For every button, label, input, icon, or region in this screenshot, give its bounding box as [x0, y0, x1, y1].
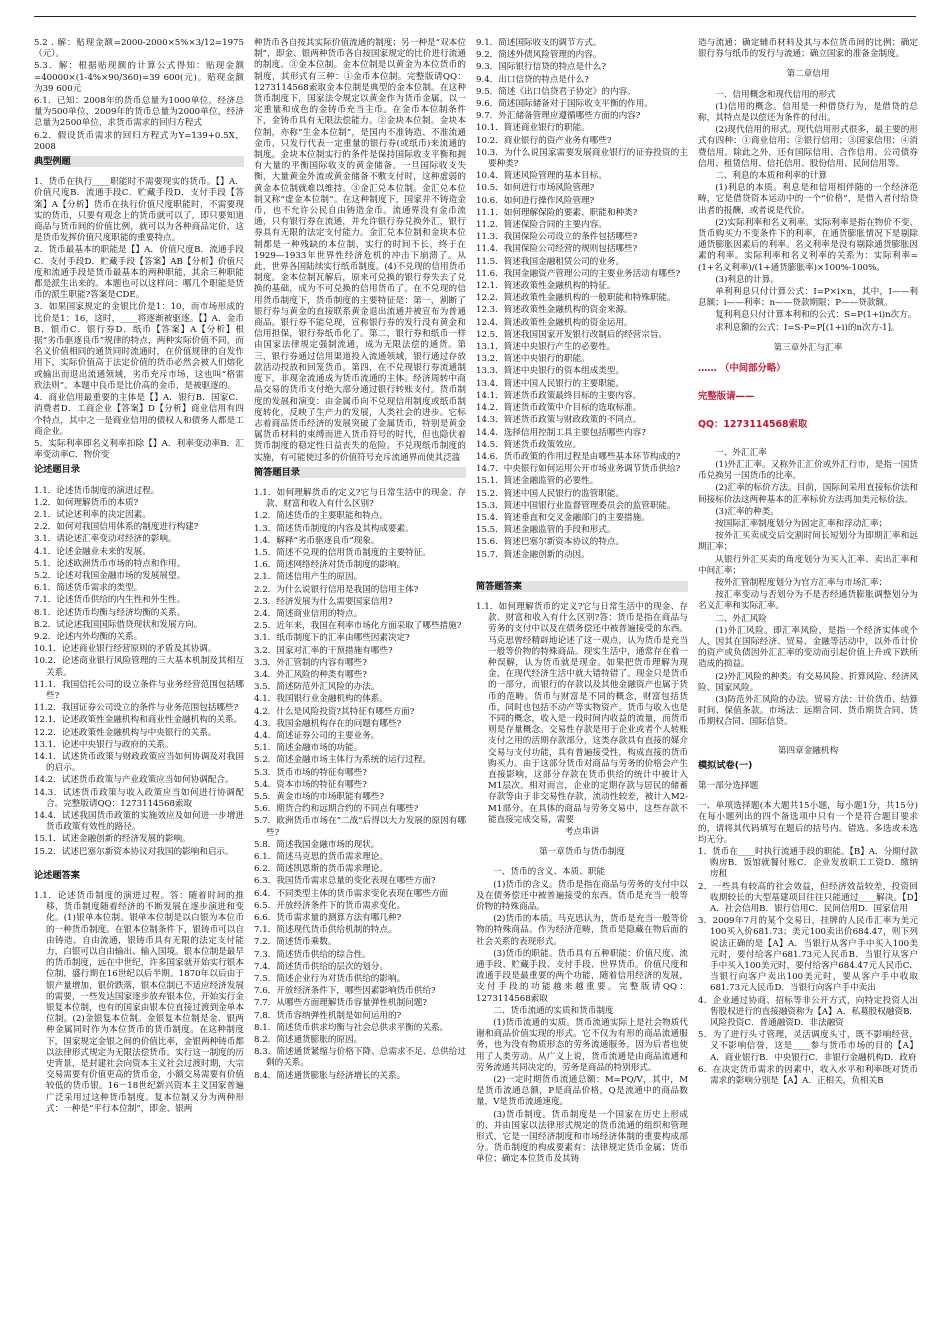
list-item: 15.1．简述金融监管的必要性。 — [476, 476, 599, 487]
list-item: 6.4．不同类型主体的货币需求变化表现在哪些方面 — [254, 888, 449, 899]
list-item: 11.3．我国保险公司设立的条件包括哪些? — [476, 232, 638, 243]
spacer — [698, 335, 918, 343]
list-item: 10.6．如何进行操作风险管理? — [476, 195, 595, 206]
list-item: 2.1．试论述利率的决定因素。 — [34, 509, 151, 520]
list-item: 3.1．请论述汇率变动对经济的影响。 — [34, 534, 177, 545]
paragraph: 按国际汇率制度划分为固定汇率和浮动汇率； — [715, 518, 888, 529]
spacer — [476, 562, 688, 578]
list-item: 15.3．简述中国银行业监督管理委员会的监管职能。 — [476, 500, 676, 511]
list-item: 3.4．外汇风险的种类有哪些? — [254, 669, 367, 680]
list-item: 9.5．简述《出口信贷君子协定》的内容。 — [476, 86, 636, 97]
list-item: 12.2．简述政策性金融机构的一般职能和特殊职能。 — [476, 293, 676, 304]
spacer — [254, 480, 466, 488]
list-item: 12.5．简述我国国家开发银行改制后的经营宗旨。 — [476, 329, 668, 340]
list-item: 3.5．简述防范外汇风险的办法。 — [254, 682, 380, 693]
list-item: 6．在决定货币需求的因素中，收入水平和利率既对货币需求的影响分别是【A】A．正相关，负相关B — [698, 1064, 918, 1087]
list-item: 7.6．开放经济条件下，哪些因素影响货币供给? — [254, 986, 436, 997]
list-item: 1.1．论述货币制度的演进过程。 — [34, 485, 160, 496]
list-item: 4.2．什么是风险投资?其特征有哪些方面? — [254, 706, 415, 717]
chapter-title: 第四章金融机构 — [777, 745, 839, 756]
list-item: 6.3．我国货币需求总量的变化表现在哪些方面? — [254, 876, 436, 887]
list-item: 15.5．简述金融监管的手段和形式。 — [476, 525, 616, 536]
column-4 — [698, 38, 918, 1334]
paragraph: (3)防范外汇风险的办法。贸易方法：计价货币、结算时间、保值条款。市场法：远期合同、货币期货合同、货币期权合同、国际信贷。 — [698, 694, 918, 728]
list-item: 12.4．简述政策性金融机构的资金运用。 — [476, 317, 633, 328]
list-item: 13.3．简述中央银行的资本组成类型。 — [476, 366, 625, 377]
spacer — [698, 375, 918, 391]
list-item: 1.2．如何理解货币的本质? — [34, 497, 139, 508]
spacer — [698, 82, 918, 90]
list-item: 14.3．试述货币政策与收入政策应当如何进行协调配合。完整版请QQ：1273114568索取 — [34, 787, 244, 809]
list-item: 8.1．论述货币均衡与经济均衡的关系。 — [34, 607, 186, 618]
list-item: 9.7．外汇储备管理应遵循哪些方面的内容? — [476, 111, 641, 122]
list-item: 5.3．货币市场的特征有哪些? — [254, 767, 367, 778]
paragraph: (1)外汇风险。即汇率风险，是指一个经济实体或个人，因其在国际经济、贸易、金融等活动中，以外币计价的资产或负债因外汇汇率的变动而引起价值上升或下跌所造成的损益。 — [698, 625, 918, 670]
section-heading: 论述题答案 — [34, 869, 80, 881]
list-item: 12.1．论述政策性金融机构和商业性金融机构的关系。 — [34, 715, 243, 726]
paragraph: (1)信用的概念。信用是一种借贷行为，是借贷的总称，其特点是以偿还为条件的付出。 — [698, 101, 918, 124]
paragraph: 1．货币在执行____职能时不需要现实的货币。【】A．价值尺度B．流通手段C．贮藏手段D．支付手段【答案】A【分析】货币在执行价值尺度职能时，不需要现实的货币，只要有观念上的货币就可以了，即只要知道商品与货币间的价值比例，就可以为各种商品定价，这是货币发挥价值尺度职能的重要特点。 — [34, 177, 244, 244]
list-item: 9.3．国际银行信贷的特点是什么? — [476, 62, 606, 73]
column-1 — [34, 38, 244, 1334]
list-item: 4．企业通过协商、招标等非公开方式，向特定投资人出售股权进行的直接融资称为【A】A．私募股权融资B．风险投资C．普通融资D．非法融资 — [698, 995, 918, 1029]
list-item: 5.1．简述金融市场的功能。 — [254, 743, 363, 754]
list-item: 13.4．简述中国人民银行的主要职能。 — [476, 378, 625, 389]
list-item: 8.1．简述货币供求均衡与社会总供求平衡的关系。 — [254, 1022, 449, 1033]
list-item: 6.1．简述马克思的货币需求理论。 — [254, 852, 388, 863]
list-item: 1．货币在____时执行流通手段的职能。【B】A．分期付款购房B．饭馆就餐付账C．企业发放职工工资D．缴纳房租 — [698, 846, 918, 880]
list-item: 5.4．资本市场的特征有哪些? — [254, 779, 367, 790]
paragraph: 6.2．假设货币需求的回归方程式为Y=139+0.5X，2008 — [34, 130, 244, 152]
spacer — [698, 432, 918, 448]
paragraph: 从银行外汇买卖的角度划分为买入汇率、卖出汇率和中间汇率； — [698, 554, 918, 576]
list-item: 7.8．货币容纳弹性机制是如何运用的? — [254, 1010, 402, 1021]
list-item: 1.2．简述货币的主要职能和特点。 — [254, 511, 388, 522]
list-item: 14.4．选择信用控制工具主要包括哪些内容? — [476, 427, 646, 438]
column-3 — [476, 38, 688, 1334]
list-item: 3.1．纸币制度下的汇率由哪些因素决定? — [254, 633, 410, 644]
list-item: 12.2．论述政策性金融机构与中央银行的关系。 — [34, 727, 217, 738]
paragraph: (2)现代信用的形式。现代信用形式很多，最主要的形式有四种：①商业信用；②银行信用；③国家信用；④消费信用。除此之外，还有国际信用、合作信用、公司债券信用、租赁信用、信托信用、股份信用、民间信用等。 — [698, 125, 918, 169]
list-item: 1.1．论述货币制度的演进过程。答：随着时间的推移，货币制度随着经济的不断发展在逐步演进和变化。(1)银单本位制。银单本位制是以白银为本位币的一种货币制度。在银本位制条件下，银铸币可以自由铸造、自由流通，银铸币具有无限的法定支付能力，白银可以自由输出、输入国境。银本位制是最早的货币制度，远在中世纪，许多国家就开始实行银本位制，盛行期在16世纪以后半期。1870年以后由于银产量增加，银价跌落，银本位制已不适应经济发展的需要，一些发达国家逐步放弃银本位，开始实行金银复本位制，也有的国家由银本位直接过渡到金单本位制。(2)金银复本位制。金银复本位制是金、银两种金属同时作为本位货币的货币制度。在这种制度下，国家规定金银之间的价值比率，金银两种铸币都以法律形式规定为无限法偿货币。实行这一制度的历史背景，是封建社会向资本主义社会过渡时期，大宗交易需要有价值更高的货币金，小额交易需要有价值较低的货币银。16－18世纪新兴资本主义国家普遍广泛采用过这种货币制度。复本位制又分为两种形式：一种是“平行本位制”，即金、银两 — [34, 891, 244, 1114]
list-item: 13.2．简述中央银行的职能。 — [476, 354, 590, 365]
list-item: 7.4．简述货币供给的层次的划分。 — [254, 961, 388, 972]
list-item: 11.1．我国信托公司的设立条件与业务经营范围包括哪些? — [34, 679, 244, 701]
list-item: 14.6．货币政策的作用过程是由哪些基本环节构成的? — [476, 451, 681, 462]
list-item: 7.1．简述现代货币供给机制的特点。 — [254, 925, 397, 936]
list-item: 5.1．论述欧洲货币市场的特点和作用。 — [34, 558, 186, 569]
list-item: 10.2．论述商业银行风险管理的三大基本机制及其相互关系。 — [34, 656, 244, 678]
list-item: 1.1．如何理解货币的定义?它与日常生活中的现金、存款、财富和收入有什么区别?答：货币是指在商品与劳务的支付中以及在债务偿还中被普遍接受的东西。马克思曾经精辟地论述了这一观点，认为货币是充当一般等价物的特殊商品。现实生活中，通常存在着一种误解，认为货币就是现金。如果把货币理解为现金，在现代经济生活中就大错特错了。现金只是货币的一部分，而银行的存款以及其他金融资产也属于货币的范畴。货币与财富是不同的概念，财富包括货币，同时也包括不动产等实物资产。货币与收入也是不同的概念，收入是一段时间内收益的流量，而货币则是存量概念。交易性存款是用于企业或者个人转账支付之用的活期存款部分，这类存款具有直接的媒介交易与支付功能，具有普遍接受性，构成直接的货币购买力。由于这部分货币对商品与劳务的价格会产生直接影响，这部分存款在货币供给的统计中被计入M1层次。相对而言，企业的定期存款与居民的储蓄存款等由于非交易性存款，流动性较差，被计入M2-M1部分。在具体的商品与劳务交易中，这些存款不能直接完成交易，需要 — [476, 601, 688, 825]
paragraph: 按外汇管制程度划分为官方汇率与市场汇率； — [715, 577, 888, 588]
list-item: 9.4．出口信贷的特点是什么? — [476, 74, 589, 85]
section-heading: 简答题目录 — [254, 467, 466, 478]
list-item: 2.2．为什么说银行信用是我国的信用主体? — [254, 584, 419, 595]
list-item: 2．一些具有较高的社会效益，但经济效益较差，投资回收期较长的大型基建项目往往只能通过____解决。【D】A．社会信用B．银行信用C．民间信用D．国家信用 — [698, 881, 918, 914]
paragraph: (3)货币制度。货币制度是一个国家在历史上形成的、并由国家以法律形式规定的货币流通的组织和管理形式，它是一国经济制度和市场经济体制的重要构成部分。货币制度的构成要素有：法律规定货币金属；货币单位；确定本位货币及其铸 — [476, 1109, 688, 1165]
spacer — [34, 859, 244, 867]
list-item: 7.5．简述企业行为对货币供给的影响。 — [254, 974, 406, 985]
list-item: 7.3．简述货币供给的综合性。 — [254, 949, 371, 960]
list-item: 9.2．论述内外均衡的关系。 — [34, 631, 143, 642]
list-item: 3．2009年7月的某个交易日，挂牌的人民币汇率为美元100买入价681.73；美元100卖出价684.47，则下列说法正确的是【A】A．当银行从客户手中买入100美元时，要付给客户681.73元人民币B．当银行从客户手中买入100美元时，要付给客户684.47元人民币C．当银行向客户卖出100美元时，要从客户手中收取681.73元人民币D．当银行向客户手中卖出 — [698, 916, 918, 994]
list-item: 10.1．简述商业银行的职能。 — [476, 123, 590, 134]
paragraph: (2)货币的本质。马克思认为，货币是充当一般等价物的特殊商品。作为经济范畴，货币是隐藏在物后面的社会关系的表现形式。 — [476, 914, 688, 947]
list-item: 6.5．开放经济条件下的货币需求变化。 — [254, 900, 406, 911]
paragraph: (1)货币流通的实质。货币流通实际上是社会物质代谢和商品价值实现的形式。它不仅为有形的商品流通服务，也为没有物质形态的劳务流通服务，因为后者也使用了人类劳动。从广义上说，货币流通是由商品流通和劳务流通共同决定的，劳务是商品的特别形式。 — [476, 1018, 688, 1073]
list-item: 11.2．简述保险合同的主要内容。 — [476, 220, 607, 231]
list-item: 15.2．试述巴塞尔新资本协议对我国的影响和启示。 — [34, 846, 234, 857]
list-item: 11.5．简述我国金融租赁公司的业务。 — [476, 256, 625, 267]
paragraph: 5．实际利率即名义利率扣除【】A．利率变动率B．汇率变动率C．物价变 — [34, 438, 244, 461]
spacer — [698, 773, 918, 781]
paragraph: 6.1．已知：2008年的货币总量为1000单位，经济总量为500单位，2009年的货币总量为2000单位，经济总量为2500单位，求货币需求的回归方程式 — [34, 96, 244, 129]
list-item: 14.5．简述货币政策效应。 — [476, 439, 582, 450]
paragraph: 种货币各自按其实际价值流通的制度；另一种是“双本位制”，即金、银两种货币各自按国家规定的比价进行流通的制度。③金本位制。金本位制是以黄金为本位货币的制度，其形式有三种：①金币本位制。完整版请QQ：1273114568索取金本位制是典型的金本位制。在这种货币制度下，国家法令规定以黄金作为货币金属，以一定重量和成色的金铸币充当主币。在金币本位制条件下，金铸币具有无限法偿能力。②金块本位制。金块本位制，亦称“生金本位制”，是国内不准铸造、不准流通金币，只发行代表一定重量的银行券(或纸币)来流通的制度。金块本位制实行的条件是保持国际收支平衡和拥有大量的平衡国际收支的黄金储备。一旦国际收支失衡，大量黄金外流或黄金储备不敷支付时，这种虚弱的黄金本位制就难以维持。③金汇兑本位制。金汇兑本位制又称“虚金本位制”。在这种制度下，国家并不铸造金币，也不允许公民自由铸造金币。流通界没有金币流通，只有银行券在流通，并允许银行券兑换外汇，银行券具有无限的法定支付能力。金汇兑本位制和金块本位制都是一种残缺的本位制，实行的时间不长，终于在1929—1933年世界性经济危机的冲击下崩溃了。从此，世界各国陆续实行纸币制度。(4)不兑现的信用货币制度。金本位制瓦解后，原来可兑换的银行券失去了兑换的基础，成为不可兑换的信用货币了。在不兑现的信用货币制度下，货币制度的主要特征是：第一，割断了银行券与黄金的直接联系黄金退出流通并被宣布为普通商品。银行券不能兑现，宣称银行券的发行没有黄金和信用担保，银行券纸币化了。第二，银行券和纸币一样由国家法律规定强制流通，成为无限法偿的通货。第三，银行券通过信用渠道投入流通领域，银行通过存放款活动投放和回笼货币。第四，在不兑现银行券流通制度下，非现金流通成为货币流通的主体。经济周转中商品交易的货币支付绝大部分通过银行转账支付。货币制度的发展和演变：由金属币向不兑现信用制度或纸币制度转化，反映了生产力的发展，人类社会的进步。它标志着商品货币经济的发展突破了金属货币，特别是黄金属货币材料的束缚而进入货币符号的时代，但也隐伏着货币制度的稳定性日益丧失的危险。不兑现纸币制度的实施，有可能使过多的价值符号充斥流通界而使其泛滥 — [254, 38, 466, 463]
paragraph: 5.2 . 解：贴现金额=2000-2000×5%×3/12=1975（元）。 — [34, 38, 244, 60]
paragraph: (3)汇率的种类。 — [715, 506, 779, 517]
list-item: 2.5．近年来，我国在利率市场化方面采取了哪些措施? — [254, 621, 462, 632]
list-item: 8.4．简述通货膨胀与经济增长的关系。 — [254, 1070, 406, 1081]
list-item: 9.6．简述国际储备对于国际收支平衡的作用。 — [476, 99, 653, 110]
list-item: 14.7．中央银行如何运用公开市场业务调节货币供给? — [476, 464, 681, 475]
section-heading: 简答题答案 — [476, 581, 688, 592]
spacer — [34, 883, 244, 891]
paragraph: (1)外汇汇率。又称外汇汇价或外汇行市，是指一国货币兑换另一国货币的比率。 — [698, 459, 918, 482]
paragraph: 造与流通；确定辅币材料及其与本位货币间的比例；确定银行券与纸币的发行与流通；确立国家的准备金制度。 — [698, 38, 918, 60]
paragraph: 3．如果国家规定的金银比价是1：10，而市场形成的比价是1：16，这时，____将逐渐被驱逐。【】A．金币B．银币C．银行券D．纸币【答案】A【分析】根据“劣币驱逐良币”规律的特点，两种实际价值不同，而名义价值相同的通货同时流通时，在价值规律的自发作用下，实际价值高于法定价值的货币必然会被人们熔化或输出而退出流通领域，劣币充斥市场，这也叫“格雷欣法则”。本题中良币是比价高的金币，是被驱逐的。 — [34, 302, 244, 391]
list-item: 4.1．论述金融业未来的发展。 — [34, 546, 151, 557]
list-item: 4.3．我国金融机构存在的问题有哪些? — [254, 718, 402, 729]
paragraph: (2)汇率的标价方法。目前，国际间采用直接标价法和间接标价法这两种基本的汇率标价方法再加美元标价法。 — [698, 483, 918, 505]
paragraph: 求利息额的公式：I=S-P=P[(1+i)的n次方-1]。 — [715, 322, 900, 333]
list-item: 6.2．简述凯恩斯的货币需求理论。 — [254, 864, 388, 875]
paragraph: 一、单项选择题(本大题共15小题，每小题1分，共15分)在每小题列出的四个备选项中只有一个是符合题目要求的，请将其代码填写在题后的括号内。错选、多选或未选均无分。 — [698, 801, 918, 845]
list-item: 11.4．我国保险公司经营的规则包括哪些? — [476, 244, 638, 255]
spacer — [476, 839, 688, 847]
paragraph: 二、货币流通的实质和货币制度 — [493, 1005, 614, 1016]
paragraph: 第一部分选择题 — [698, 780, 759, 791]
promo-note: …… （中间部分略） — [698, 363, 786, 375]
list-item: 15.4．简述垂直和交叉金融部门的主要措施。 — [476, 512, 650, 523]
list-item: 10.5．如何进行市场风险管理? — [476, 183, 595, 194]
paragraph: 一、外汇汇率 — [715, 447, 767, 458]
list-item: 11.1．如何理解保险的要素、职能和种类? — [476, 207, 638, 218]
list-item: 3.3．外汇管制的内容有哪些? — [254, 657, 367, 668]
list-item: 2.4．简述商业信用的特点。 — [254, 608, 363, 619]
list-item: 14.2．试述货币政策与产业政策应当如何协调配合。 — [34, 775, 234, 786]
list-item: 10.4．简述风险管理的基本目标。 — [476, 171, 607, 182]
list-item: 14.4．试述我国货币政策的实施效应及如何进一步增进货币政策有效性的路径。 — [34, 811, 244, 833]
section-heading: 典型例题 — [34, 156, 244, 167]
list-item: 1.5．简述不兑现的信用货币制度的主要特征。 — [254, 547, 431, 558]
paragraph: 4．商业信用最重要的主体是【】A．银行B．国家C．消费者D．工商企业【答案】D【分析】商业信用有四个特点，其中之一是商业信用的债权人和债务人都是工商企业。 — [34, 393, 244, 437]
paragraph: 5.3．解：根据贴现额的计算公式得知：贴现金额=40000×(1-4%×90/360)=39 600(元)。贴现金额为39 600元 — [34, 61, 244, 94]
list-item: 15.6．简述巴塞尔新资本协议的特点。 — [476, 537, 625, 548]
chapter-title: 第二章信用 — [786, 69, 830, 80]
list-item: 5.6．期货合约和远期合约的不同点有哪些? — [254, 804, 419, 815]
spacer — [34, 478, 244, 486]
paragraph: (2)实际利率和名义利率。实际利率是指在物价不变、货币购买力不变条件下的利率，在通货膨胀情况下是剔除通货膨胀因素后的利率。名义利率是没有剔除通货膨胀因素的利率。实际利率和名义利率的关系为：实际利率=(1+名义利率)/(1+通货膨胀率)×100%-100%。 — [698, 217, 918, 273]
top-rule — [34, 16, 916, 17]
list-item: 8.3．简述通货紧缩与价格下降、总需求不足、总供给过剩的关系。 — [254, 1047, 466, 1069]
spacer — [476, 594, 688, 602]
list-item: 10.2．商业银行的资产业务有哪些? — [476, 135, 612, 146]
list-item: 15.7．简述金融创新的动因。 — [476, 549, 590, 560]
spacer — [698, 793, 918, 801]
paragraph: (3)利息的计算。 — [715, 274, 779, 285]
list-item: 5.7．欧洲货币市场在“二战”后得以大力发展的原因有哪些? — [254, 816, 466, 838]
list-item: 11.2．我国证券公司设立的条件与业务范围包括哪些? — [34, 703, 239, 714]
list-item: 6.6．货币需求量的测算方法有哪几种? — [254, 913, 402, 924]
list-item: 7.7．从哪些方面理解货币容量弹性机制问题? — [254, 998, 427, 1009]
paragraph: 按外汇买卖成交后交割时间长短划分为即期汇率和远期汇率； — [698, 531, 918, 553]
list-item: 7.2．简述货币乘数。 — [254, 937, 337, 948]
list-item: 12.1．简述政策性金融机构的特征。 — [476, 281, 616, 292]
list-item: 15.1．试述金融创新的经济发展的影响。 — [34, 834, 191, 845]
list-item: 9.1．简述国际收支的调节方式。 — [476, 38, 602, 48]
list-item: 13.1．论述中央银行与政府的关系。 — [34, 739, 174, 750]
list-item: 7.1．论述货币供给的内生性和外生性。 — [34, 595, 186, 606]
paragraph: 二、利息的本质和利率的计算 — [715, 171, 827, 182]
list-item: 9.2．简述外债风险管理的内容。 — [476, 50, 602, 61]
list-item: 14.1．试述货币政策与财政政策应当如何协调及对我国的启示。 — [34, 751, 244, 774]
paragraph: 单利利息只付计算公式：I=P×i×n，其中，I——利息额；i——利率；n——贷款期限；P——贷款额。 — [698, 287, 918, 309]
list-item: 2.2．如何对我国信用体系的制度进行构建? — [34, 522, 199, 533]
list-item: 8.2．试论述我国国际借贷现状和发展方向。 — [34, 619, 203, 630]
list-item: 1.3．简述货币制度的内容及其构成要素。 — [254, 523, 414, 534]
list-item: 2.3．经济发展为什么需要国家信用? — [254, 596, 393, 607]
list-item: 4.1．我国银行业金融机构的体系。 — [254, 694, 388, 705]
list-item: 8.2．简述通货膨胀的原因。 — [254, 1035, 363, 1046]
spacer — [698, 403, 918, 419]
list-item: 14.1．简述货币政策最终目标的主要内容。 — [476, 390, 642, 401]
list-item: 10.1．论述商业银行经营原则的矛盾及其协调。 — [34, 644, 217, 655]
list-item: 5.2．论述对我国金融市场的发展展望。 — [34, 570, 186, 581]
paragraph: 一、信用概念和现代信用的形式 — [715, 89, 836, 100]
section-heading: 论述题目录 — [34, 464, 80, 476]
list-item: 11.6．我国金融资产管理公司的主要业务活动有哪些? — [476, 268, 681, 279]
spacer — [698, 355, 918, 363]
paragraph: (2)外汇风险的种类。有交易风险、折算风险、经济风险、国家风险。 — [698, 671, 918, 693]
promo-note: 完整版请—— — [698, 391, 755, 403]
list-item: 10.3．为什么说国家需要发展商业银行的证券投资的主要种类? — [476, 147, 688, 170]
chapter-title: 考点串讲 — [564, 827, 600, 837]
chapter-title: 第三章外汇与汇率 — [773, 342, 843, 353]
list-item: 5.8．简述我国金融市场的现状。 — [254, 839, 380, 850]
chapter-title: 第一章货币与货币制度 — [539, 847, 625, 858]
list-item: 15.2．简述中国人民银行的监管职能。 — [476, 488, 625, 499]
list-item: 5．为了进行头寸管理，灵活调度头寸，既不影响经营，又不影响信誉，这是____参与货币市场的目的【A】A．商业银行B．中央银行C．非银行金融机构D．政府 — [698, 1030, 918, 1063]
list-item: 14.3．简述货币政策与财政政策的不同点。 — [476, 415, 642, 426]
list-item: 5.5．黄金市场的市场职能有哪些? — [254, 792, 384, 802]
list-item: 1.4．解释“劣币驱逐良币”现象。 — [254, 535, 380, 546]
paragraph: 2．货币最基本的职能是【】A．价值尺度B．流通手段C．支付手段D．贮藏手段【答案】AB【分析】价值尺度和流通手段是货币最基本的两种职能，其余三种职能都是派生出来的。本题也可以这样问：哪几个职能是货币的派生职能?答案是CDE。 — [34, 245, 244, 301]
list-item: 1.6．简述网络经济对货币制度的影响。 — [254, 560, 406, 571]
list-item: 3.2．国家对汇率的干预措施有哪些? — [254, 645, 393, 656]
spacer — [698, 730, 918, 746]
paragraph: 按汇率变动与否划分为不是否经通货膨胀调整划分为名义汇率和实际汇率。 — [698, 590, 918, 612]
list-item: 13.1．简述中央银行产生的必要性。 — [476, 342, 616, 353]
list-item: 4.4．简述证券公司的主要业务。 — [254, 730, 380, 741]
paragraph: (1)货币的含义。货币是指在商品与劳务的支付中以及在债务偿还中被普遍接受的东西。货币是充当一般等价物的特殊商品。 — [476, 879, 688, 913]
paragraph: 复利利息只付计算本利和的公式：S=P(1+i)n次方。 — [715, 310, 917, 321]
paragraph: (2)一定时期货币流通总额：M=PQ/V，其中，M是货币流通总额，P是商品价格，Q是流通中的商品数量，V是货币流通速度。 — [476, 1075, 688, 1108]
paragraph: 二、外汇风险 — [715, 613, 767, 624]
list-item: 1.1．如何理解货币的定义?它与日常生活中的现金、存款、财富和收入有什么区别? — [254, 487, 466, 510]
paragraph: (1)利息的本质。利息是和信用相伴随的一个经济范畴，它是借贷资本运动中的一个“价格”，是借入者付给贷出者的报酬，或者说是代价。 — [698, 183, 918, 216]
section-heading: 模拟试卷(一) — [698, 759, 753, 771]
column-2 — [254, 38, 466, 1334]
list-item: 12.3．简述政策性金融机构的资金来源。 — [476, 305, 633, 316]
list-item: 5.2．简述金融市场主体行为系统的运行过程。 — [254, 755, 431, 766]
list-item: 6.1．简述货币需求的类型。 — [34, 583, 143, 594]
paragraph: (3)货币的职能。货币具有五种职能：价值尺度、流通手段、贮藏手段、支付手段、世界货币。价值尺度和流通手段是最重要的两个功能，随着信用经济的发展，支付手段的功能越来越重要。完整版请QQ：1273114568索取 — [476, 948, 688, 1004]
list-item: 2.1．简述信用产生的原因。 — [254, 572, 363, 583]
paragraph: 一、货币的含义、本质、职能 — [493, 867, 605, 878]
list-item: 14.2．简述货币政策中介目标的选取标准。 — [476, 403, 642, 414]
promo-note: QQ：1273114568索取 — [698, 419, 808, 431]
